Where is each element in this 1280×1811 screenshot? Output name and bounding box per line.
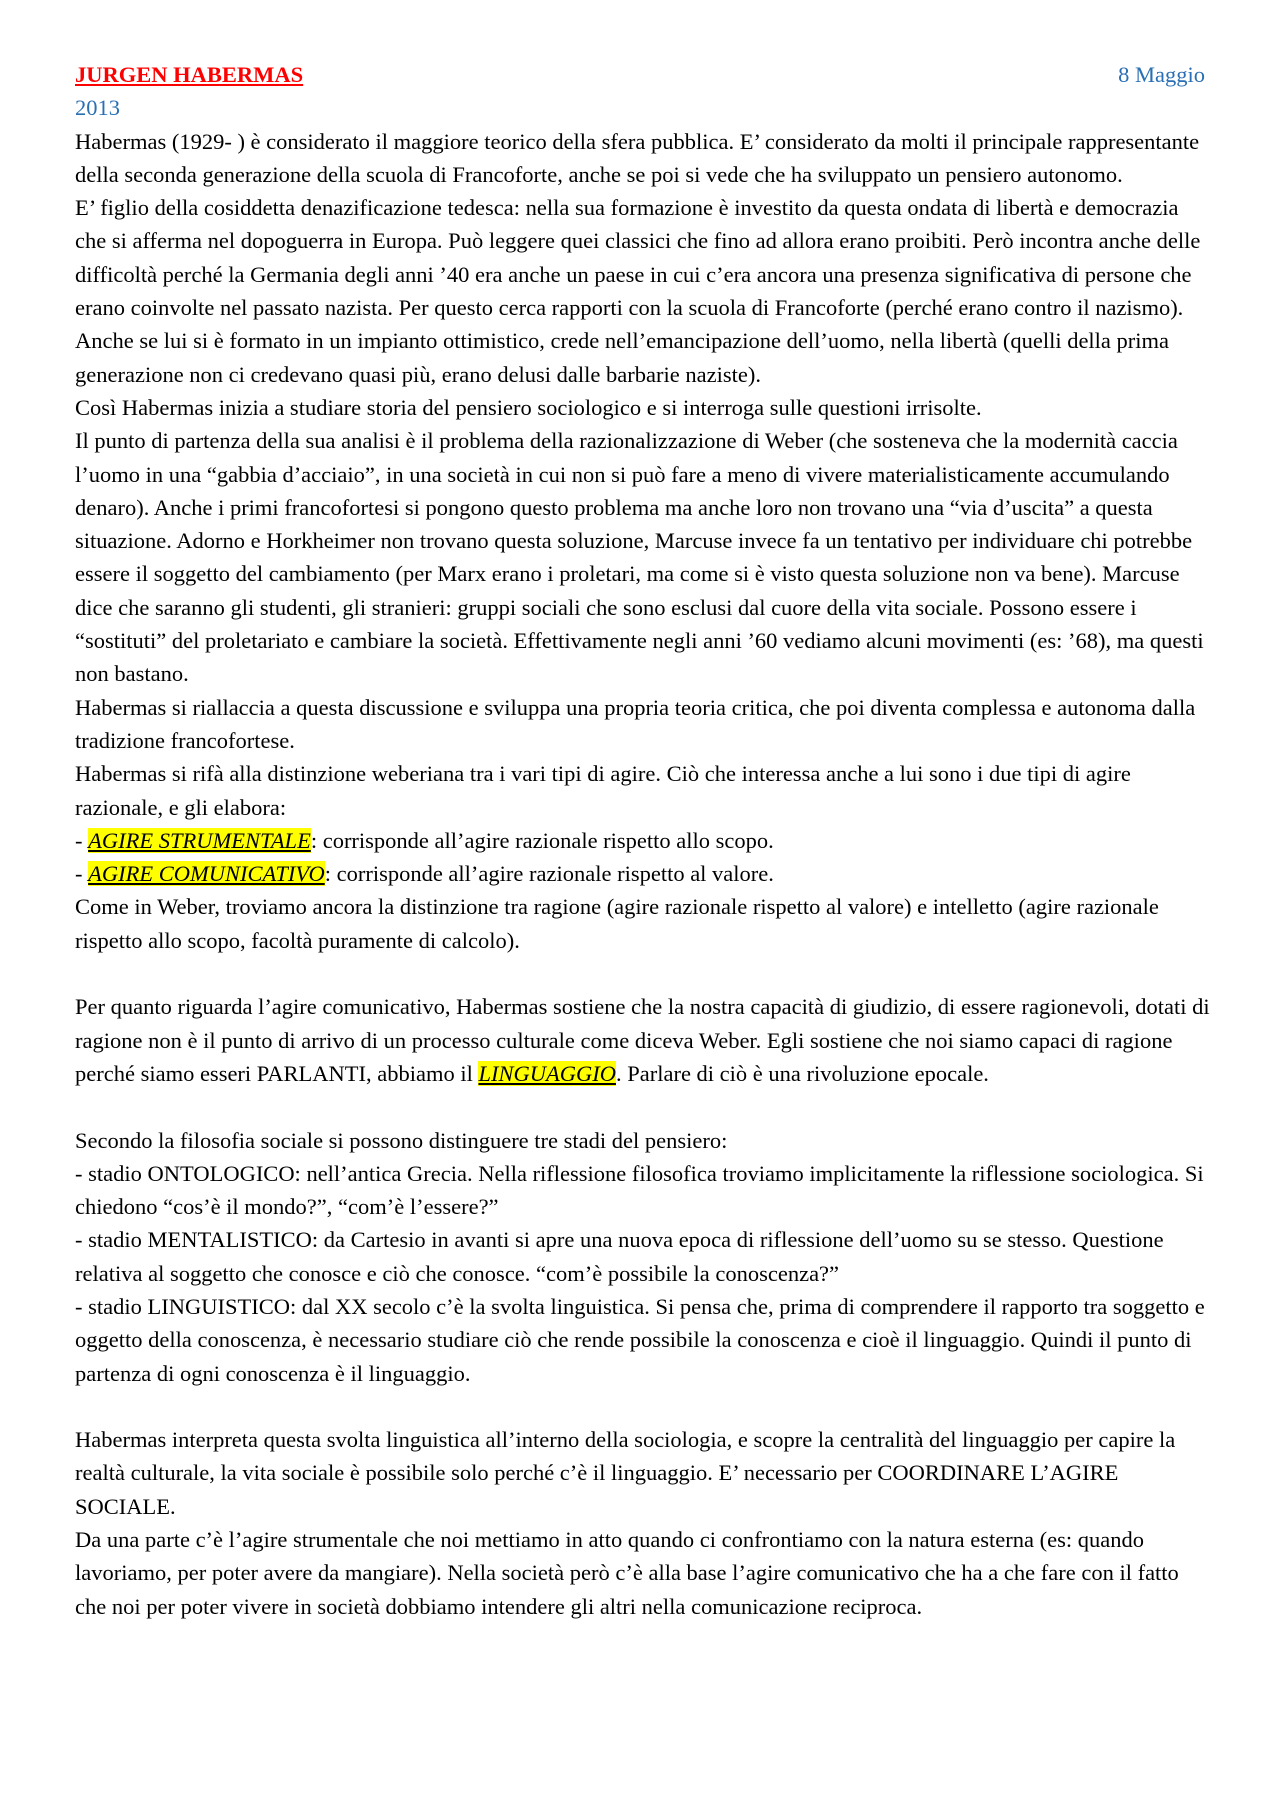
stage-linguistic: - stadio LINGUISTICO: dal XX secolo c’è la svolta linguistica. Si pensa che, prima di comprendere il rapporto tra soggetto e oggetto della conoscenza, è necessario studiare ciò che rende possibile la conoscenza e cioè il linguaggio. Quindi il punto di partenza di ogni conoscenza è il linguaggio. <box>75 1293 1205 1386</box>
paragraph-types-of-action: Habermas si rifà alla distinzione weberiana tra i vari tipi di agire. Ciò che interessa anche a lui sono i due tipi di agire razionale, e gli elabora: <box>75 761 1131 820</box>
highlighted-term-communicative: AGIRE COMUNICATIVO <box>88 861 325 887</box>
spacer <box>75 957 1215 990</box>
bullet-prefix: - <box>75 827 89 853</box>
paragraph-optimism: Anche se lui si è formato in un impianto ottimistico, crede nell’emancipazione dell’uomo, nella libertà (quelli della prima generazione non ci credevano quasi più, erano delusi dalle barbarie naziste). <box>75 328 1170 387</box>
document-page <box>75 58 1215 1623</box>
paragraph-language <box>75 990 1215 1090</box>
paragraph-linguistic-turn: Habermas interpreta questa svolta linguistica all’interno della sociologia, e scopre la centralità del linguaggio per capire la realtà culturale, la vita sociale è possibile solo perché c’è il linguaggio. E’ necessario per COORDINARE L’AGIRE SOCIALE. <box>75 1427 1176 1519</box>
spacer <box>75 1390 1215 1423</box>
document-year: 2013 <box>75 95 120 121</box>
bullet-communicative-action <box>75 857 1215 890</box>
stage-ontological: - stadio ONTOLOGICO: nell’antica Grecia. Nella riflessione filosofica troviamo implicitamente la riflessione sociologica. Si chiedono “cos’è il mondo?”, “com’è l’essere?” <box>75 1160 1204 1220</box>
bullet-text: : corrisponde all’agire razionale rispetto allo scopo. <box>310 827 774 853</box>
paragraph-critical-theory: Habermas si riallaccia a questa discussione e sviluppa una propria teoria critica, che poi diventa complessa e autonoma dalla tradizione francofortese. <box>75 694 1196 753</box>
header-row <box>75 58 1215 91</box>
document-date: 8 Maggio <box>1118 62 1205 87</box>
paragraph-three-stages: Secondo la filosofia sociale si possono distinguere tre stadi del pensiero: <box>75 1127 728 1153</box>
highlighted-term-language: LINGUAGGIO <box>478 1060 616 1086</box>
paragraph-studies: Così Habermas inizia a studiare storia del pensiero sociologico e si interroga sulle questioni irrisolte. <box>75 394 982 420</box>
document-title: JURGEN HABERMAS <box>75 62 304 87</box>
paragraph-reason-intellect: Come in Weber, troviamo ancora la distinzione tra ragione (agire razionale rispetto al valore) e intelletto (agire razionale rispetto allo scopo, facoltà puramente di calcolo). <box>75 894 1159 953</box>
paragraph-denazification: E’ figlio della cosiddetta denazificazione tedesca: nella sua formazione è investito da questa ondata di libertà e democrazia che si afferma nel dopoguerra in Europa. Può leggere quei classici che fino ad allora erano proibiti. Però incontra anche delle difficoltà perché la Germania degli anni ’40 era anche un paese in cui c’era ancora una presenza significativa di persone che erano coinvolte nel passato nazista. Per questo cerca rapporti con la scuola di Francoforte (perché erano contro il nazismo). <box>75 195 1201 321</box>
paragraph-language-text-a: Per quanto riguarda l’agire comunicativo, Habermas sostiene che la nostra capacità di giudizio, di essere ragionevoli, dotati di ragione non è il punto di arrivo di un processo culturale come diceva Weber. Egli sostiene che noi siamo capaci di ragione perché siamo esseri PARLANTI, abbiamo il <box>75 994 1210 1086</box>
paragraph-intro: Habermas (1929- ) è considerato il maggiore teorico della sfera pubblica. E’ considerato da molti il principale rappresentante della seconda generazione della scuola di Francoforte, anche se poi si vede che ha sviluppato un pensiero autonomo. <box>75 128 1200 187</box>
spacer <box>75 1090 1215 1123</box>
paragraph-language-text-b: . Parlare di ciò è una rivoluzione epocale. <box>615 1060 989 1086</box>
bullet-instrumental-action <box>75 824 1215 857</box>
highlighted-term-instrumental: AGIRE STRUMENTALE <box>88 827 311 853</box>
paragraph-weber-rationalization: Il punto di partenza della sua analisi è il problema della razionalizzazione di Weber (che sosteneva che la modernità caccia l’uomo in una “gabbia d’acciaio”, in una società in cui non si può fare a meno di vivere materialisticamente accumulando denaro). Anche i primi francofortesi si pongono questo problema ma anche loro non trovano una “via d’uscita” a questa situazione. Adorno e Horkheimer non trovano questa soluzione, Marcuse invece fa un tentativo per individuare chi potrebbe essere il soggetto del cambiamento (per Marx erano i proletari, ma come si è visto questa soluzione non va bene). Marcuse dice che saranno gli studenti, gli stranieri: gruppi sociali che sono esclusi dal cuore della vita sociale. Possono essere i “sostituti” del proletariato e cambiare la società. Effettivamente negli anni ’60 vediamo alcuni movimenti (es: ’68), ma questi non bastano. <box>75 428 1204 687</box>
paragraph-communicative-basis: Da una parte c’è l’agire strumentale che noi mettiamo in atto quando ci confrontiamo con la natura esterna (es: quando lavoriamo, per poter avere da mangiare). Nella società però c’è alla base l’agire comunicativo che ha a che fare con il fatto che noi per poter vivere in società dobbiamo intendere gli altri nella comunicazione reciproca. <box>75 1527 1179 1619</box>
bullet-prefix: - <box>75 861 89 887</box>
stage-mentalistic: - stadio MENTALISTICO: da Cartesio in avanti si apre una nuova epoca di riflessione dell’uomo su se stesso. Questione relativa al soggetto che conosce e ciò che conosce. “com’è possibile la conoscenza?” <box>75 1227 1164 1286</box>
bullet-text: : corrisponde all’agire razionale rispetto al valore. <box>324 861 774 887</box>
